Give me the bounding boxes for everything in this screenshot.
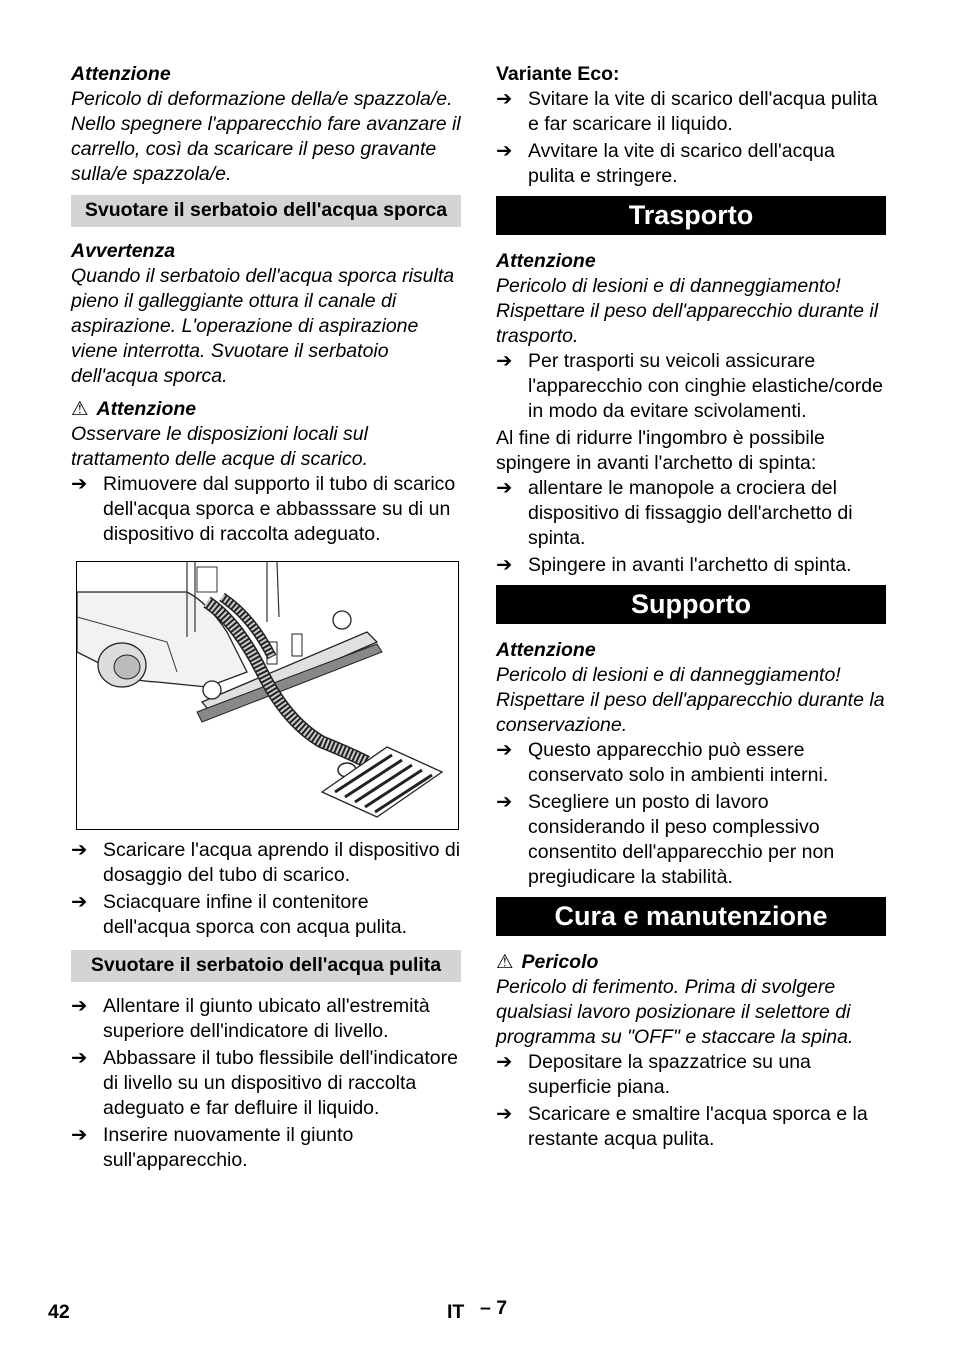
list-item-text: Abbassare il tubo flessibile dell'indicatore di livello su un dispositivo di raccolta adeguato e far defluire il liquido.	[103, 1047, 458, 1119]
note-title: Avvertenza	[71, 240, 176, 262]
list-item-text: Sciacquare infine il contenitore dell'acqua sporca con acqua pulita.	[103, 891, 408, 938]
list-item-text: Scaricare l'acqua aprendo il dispositivo di dosaggio del tubo di scarico.	[103, 839, 461, 886]
list-item	[71, 890, 461, 940]
arrow-right-icon: ➔	[496, 140, 513, 162]
drain-hose-figure	[76, 561, 459, 830]
note-title: Attenzione	[496, 250, 596, 272]
warning-title-label: Pericolo	[521, 951, 599, 973]
list-item-text: Avvitare la vite di scarico dell'acqua pulita e stringere.	[528, 140, 835, 187]
note-title: Attenzione	[71, 63, 171, 85]
chapter-heading-supporto: Supporto	[496, 585, 886, 624]
list-item-text: Questo apparecchio può essere conservato solo in ambienti interni.	[528, 739, 829, 786]
list-item	[71, 838, 461, 888]
list-item	[496, 349, 886, 424]
list-item	[496, 1050, 886, 1100]
list-item-text: Allentare il giunto ubicato all'estremità superiore dell'indicatore di livello.	[103, 995, 430, 1042]
list-item	[496, 790, 886, 890]
right-column	[496, 62, 886, 1154]
list-item-text: Spingere in avanti l'archetto di spinta.	[528, 554, 852, 576]
arrow-right-icon: ➔	[71, 473, 88, 495]
list-item	[71, 1046, 461, 1121]
arrow-right-icon: ➔	[496, 791, 513, 813]
note-text: Quando il serbatoio dell'acqua sporca risulta pieno il galleggiante ottura il canale di aspirazione. L'operazione di aspirazione viene interrotta. Svuotare il serbatoio dell'acqua sporca.	[71, 265, 455, 387]
list-item-text: Depositare la spazzatrice su una superficie piana.	[528, 1051, 811, 1098]
arrow-right-icon: ➔	[496, 1051, 513, 1073]
list-item-text: Scegliere un posto di lavoro considerando il peso complessivo consentito dell'apparecchio per non pregiudicare la stabilità.	[528, 791, 835, 888]
list-item	[496, 553, 886, 578]
list-item-text: Per trasporti su veicoli assicurare l'apparecchio con cinghie elastiche/corde in modo da evitare scivolamenti.	[528, 350, 883, 422]
note-title: Attenzione	[496, 639, 596, 661]
warning-title	[496, 950, 886, 975]
arrow-right-icon: ➔	[496, 1103, 513, 1125]
arrow-right-icon: ➔	[496, 477, 513, 499]
list-item-text: allentare le manopole a crociera del dispositivo di fissaggio dell'archetto di spinta.	[528, 477, 853, 549]
page-number: 42	[48, 1301, 70, 1323]
section-page: – 7	[480, 1297, 508, 1319]
section-heading: Svuotare il serbatoio dell'acqua sporca	[71, 195, 461, 227]
list-item-text: Scaricare e smaltire l'acqua sporca e la restante acqua pulita.	[528, 1103, 868, 1150]
machine-drain-illustration	[77, 562, 458, 829]
warning-title	[71, 397, 461, 422]
paragraph: Al fine di ridurre l'ingombro è possibile spingere in avanti l'archetto di spinta:	[496, 427, 825, 474]
arrow-right-icon: ➔	[71, 1124, 88, 1146]
arrow-right-icon: ➔	[496, 88, 513, 110]
arrow-right-icon: ➔	[71, 891, 88, 913]
chapter-heading-trasporto: Trasporto	[496, 196, 886, 235]
list-item	[71, 472, 461, 547]
note-text: Pericolo di ferimento. Prima di svolgere qualsiasi lavoro posizionare il selettore di programma su "OFF" e staccare la spina.	[496, 976, 854, 1048]
list-item	[496, 1102, 886, 1152]
arrow-right-icon: ➔	[496, 554, 513, 576]
arrow-right-icon: ➔	[71, 839, 88, 861]
list-item	[496, 87, 886, 137]
note-text: Pericolo di deformazione della/e spazzola/e. Nello spegnere l'apparecchio fare avanzare il carrello, così da scaricare il peso gravante sulla/e spazzola/e.	[71, 88, 461, 185]
note-text: Osservare le disposizioni locali sul trattamento delle acque di scarico.	[71, 423, 368, 470]
list-item	[71, 1123, 461, 1173]
list-item	[71, 994, 461, 1044]
arrow-right-icon: ➔	[496, 739, 513, 761]
list-item-text: Rimuovere dal supporto il tubo di scarico dell'acqua sporca e abbasssare su di un dispositivo di raccolta adeguato.	[103, 473, 456, 545]
language-code: IT	[447, 1301, 465, 1323]
note-text: Pericolo di lesioni e di danneggiamento! Rispettare il peso dell'apparecchio durante la conservazione.	[496, 664, 885, 736]
list-item-text: Svitare la vite di scarico dell'acqua pulita e far scaricare il liquido.	[528, 88, 878, 135]
list-item	[496, 139, 886, 189]
left-column	[71, 62, 461, 1175]
note-text: Pericolo di lesioni e di danneggiamento! Rispettare il peso dell'apparecchio durante il trasporto.	[496, 275, 879, 347]
list-item	[496, 476, 886, 551]
subsection-title: Variante Eco:	[496, 63, 620, 85]
arrow-right-icon: ➔	[71, 1047, 88, 1069]
warning-triangle-icon: ⚠	[496, 951, 514, 973]
arrow-right-icon: ➔	[71, 995, 88, 1017]
arrow-right-icon: ➔	[496, 350, 513, 372]
section-heading: Svuotare il serbatoio dell'acqua pulita	[71, 950, 461, 982]
list-item	[496, 738, 886, 788]
list-item-text: Inserire nuovamente il giunto sull'apparecchio.	[103, 1124, 354, 1171]
warning-triangle-icon: ⚠	[71, 398, 89, 420]
chapter-heading-cura: Cura e manutenzione	[496, 897, 886, 936]
warning-title-label: Attenzione	[96, 398, 197, 420]
